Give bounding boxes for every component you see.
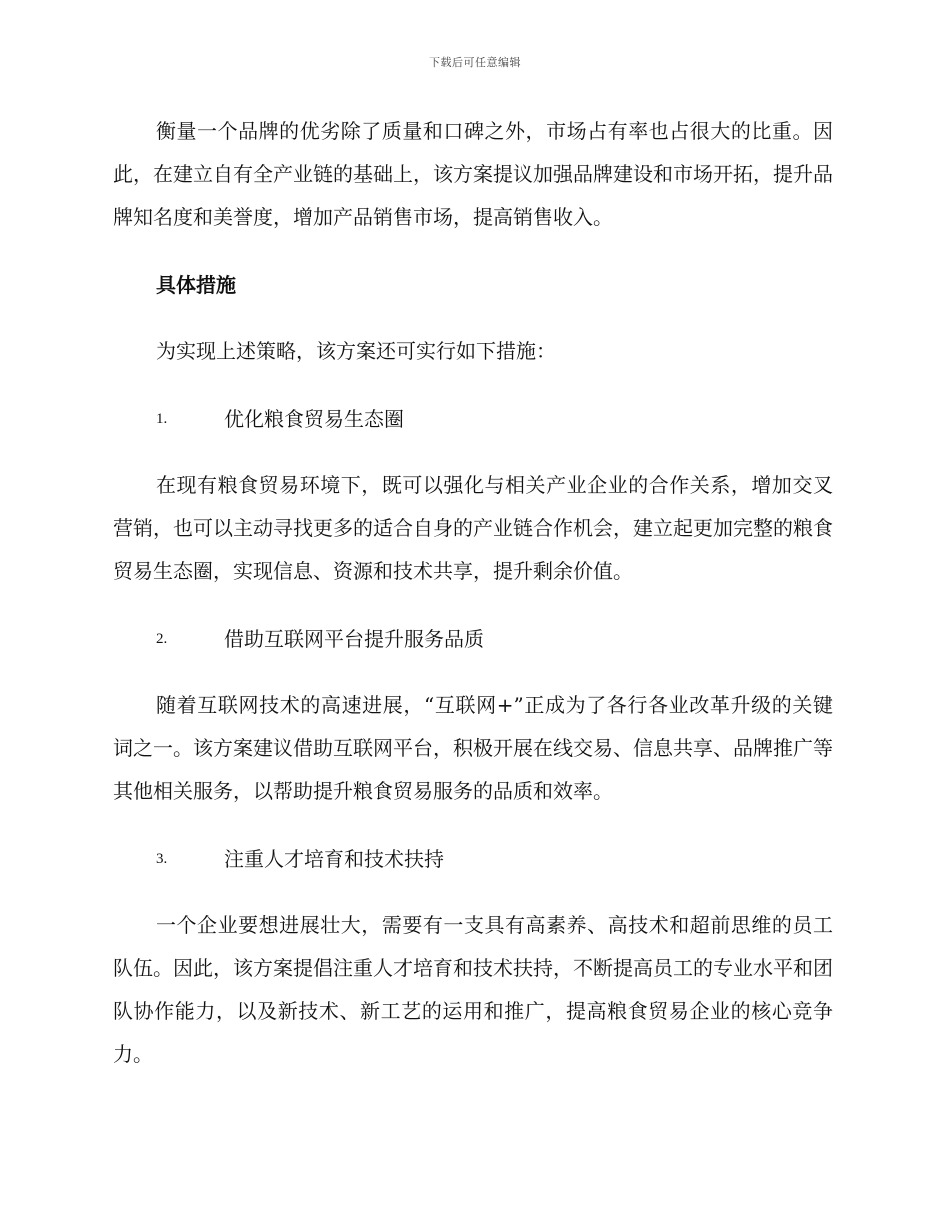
list-title: 优化粮食贸易生态圈 [224, 407, 404, 431]
list-number: 3. [156, 851, 168, 867]
item-2-body: 随着互联网技术的高速进展，“互联网+”正成为了各行各业改革升级的关键词之一。该方案建议借助互联网平台，积极开展在线交易、信息共享、品牌推广等其他相关服务，以帮助提升粮食贸易服务的品质和效率。 [113, 693, 833, 803]
list-item-3 [113, 838, 833, 881]
list-title: 借助互联网平台提升服务品质 [224, 627, 484, 651]
list-item-2 [113, 618, 833, 661]
list-number: 2. [156, 631, 168, 647]
list-title: 注重人才培育和技术扶持 [224, 847, 444, 871]
document-body [113, 110, 833, 1101]
intro-paragraph: 衡量一个品牌的优劣除了质量和口碑之外，市场占有率也占很大的比重。因此，在建立自有全产业链的基础上，该方案提议加强品牌建设和市场开拓，提升品牌知名度和美誉度，增加产品销售市场，提高销售收入。 [113, 119, 833, 229]
list-item-1 [113, 398, 833, 441]
item-3-body: 一个企业要想进展壮大，需要有一支具有高素养、高技术和超前思维的员工队伍。因此，该方案提倡注重人才培育和技术扶持，不断提高员工的专业水平和团队协作能力，以及新技术、新工艺的运用和推广，提高粮食贸易企业的核心竞争力。 [113, 913, 833, 1066]
section-heading: 具体措施 [156, 273, 236, 297]
page-header: 下载后可任意编辑 [429, 56, 521, 69]
item-1-body: 在现有粮食贸易环境下，既可以强化与相关产业企业的合作关系，增加交叉营销，也可以主动寻找更多的适合自身的产业链合作机会，建立起更加完整的粮食贸易生态圈，实现信息、资源和技术共享，提升剩余价值。 [113, 473, 833, 583]
lead-paragraph: 为实现上述策略，该方案还可实行如下措施： [156, 339, 556, 363]
list-number: 1. [156, 411, 168, 427]
